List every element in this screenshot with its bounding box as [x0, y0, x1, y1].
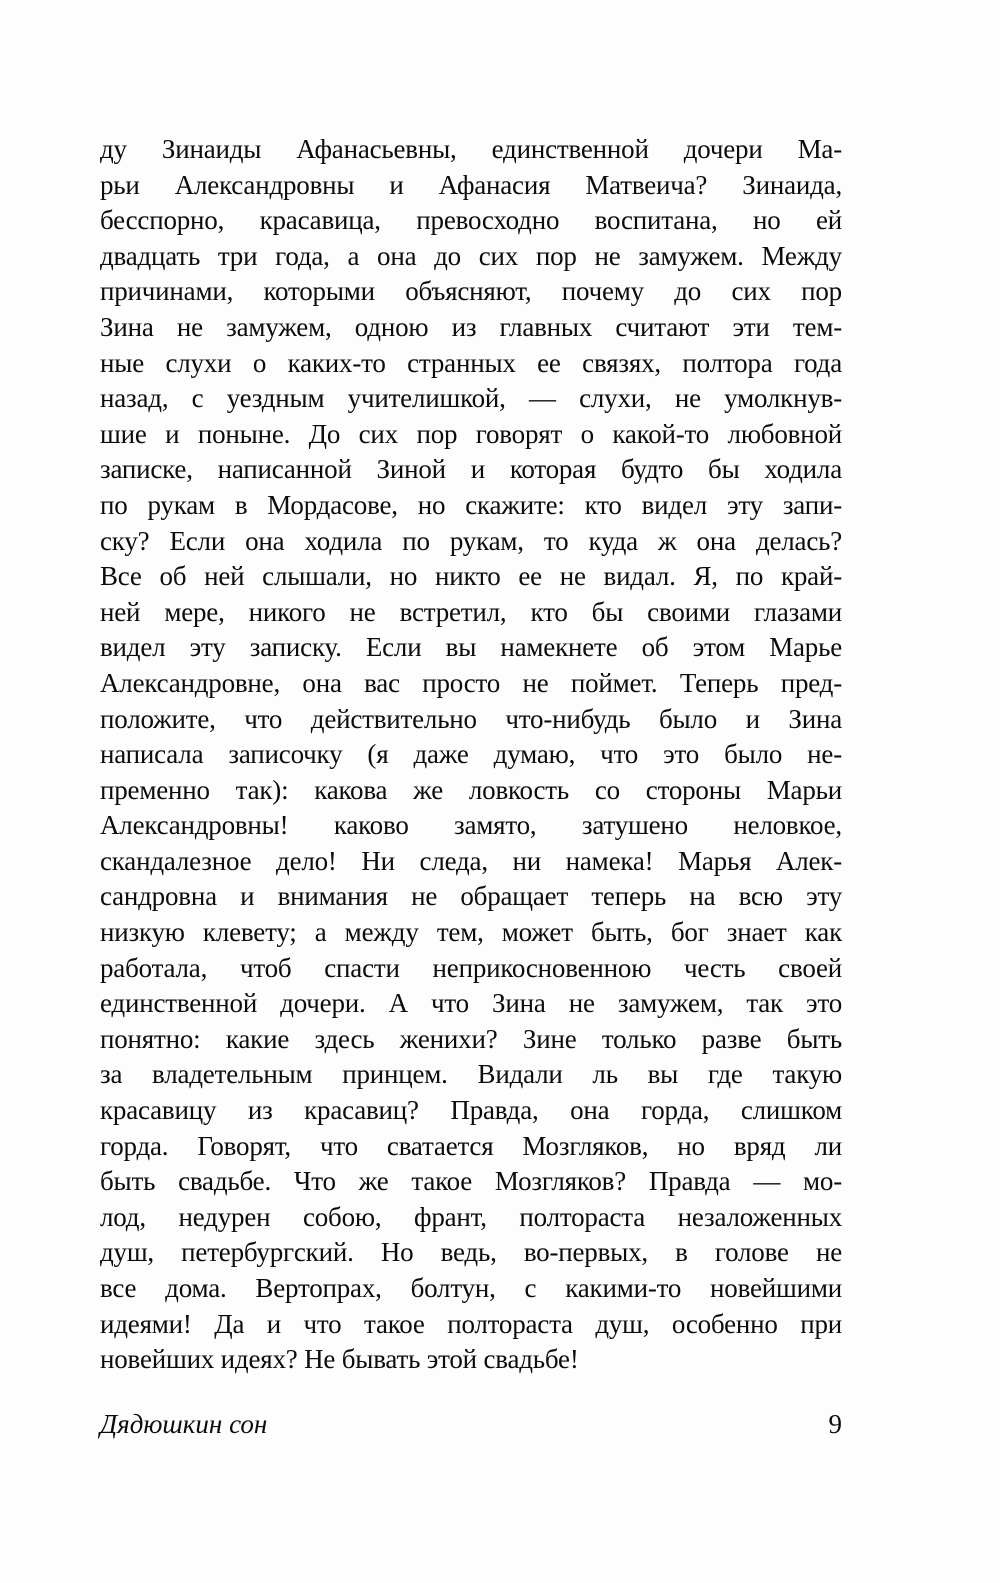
text-line: скандалезное дело! Ни следа, ни намека! Марья Алек- — [100, 845, 842, 876]
text-line: ску? Если она ходила по рукам, то куда ж она делась? — [100, 525, 842, 556]
page-text-block — [100, 132, 842, 1378]
text-line: двадцать три года, а она до сих пор не замужем. Между — [100, 240, 842, 271]
text-line: Зина не замужем, одною из главных считают эти тем- — [100, 311, 842, 342]
text-line: Александровны! каково замято, затушено неловкое, — [100, 810, 842, 841]
text-line: Все об ней слышали, но никто ее не видал. Я, по край- — [100, 561, 842, 592]
text-line: ду Зинаиды Афанасьевны, единственной дочери Ма- — [100, 134, 842, 164]
text-line: за владетельным принцем. Видали ль вы где такую — [100, 1059, 842, 1090]
text-line: красавицу из красавиц? Правда, она горда, слишком — [100, 1095, 842, 1126]
text-line: сандровна и внимания не обращает теперь на всю эту — [100, 881, 842, 912]
text-line: видел эту записку. Если вы намекнете об этом Марье — [100, 632, 842, 663]
text-line: пременно так): какова же ловкость со стороны Марьи — [100, 774, 842, 805]
text-line: горда. Говорят, что сватается Мозгляков, но вряд ли — [100, 1130, 842, 1161]
text-line: понятно: какие здесь женихи? Зине только разве быть — [100, 1023, 842, 1054]
text-line: рьи Александровны и Афанасия Матвеича? Зинаида, — [100, 169, 842, 200]
text-line: быть свадьбе. Что же такое Мозгляков? Правда — мо- — [100, 1166, 842, 1197]
text-line: лод, недурен собою, франт, полтораста незаложенных — [100, 1201, 842, 1232]
text-line: причинами, которыми объясняют, почему до сих пор — [100, 276, 842, 307]
text-line: Александровне, она вас просто не поймет. Теперь пред- — [100, 667, 842, 698]
text-line: идеями! Да и что такое полтораста душ, особенно при — [100, 1308, 842, 1339]
text-line: бесспорно, красавица, превосходно воспитана, но ей — [100, 205, 842, 236]
text-line: записке, написанной Зиной и которая будто бы ходила — [100, 454, 842, 485]
page-footer — [100, 1406, 842, 1442]
text-line: ней мере, никого не встретил, кто бы своими глазами — [100, 596, 842, 627]
text-line: по рукам в Мордасове, но скажите: кто видел эту запи- — [100, 489, 842, 520]
text-line: все дома. Вертопрах, болтун, с какими-то новейшими — [100, 1273, 842, 1303]
text-line: душ, петербургский. Но ведь, во-первых, в голове не — [100, 1237, 842, 1268]
running-title: Дядюшкин сон — [100, 1409, 268, 1439]
text-line: назад, с уездным учителишкой, — слухи, не умолкнув- — [100, 383, 842, 414]
text-line: новейших идеях? Не бывать этой свадьбе! — [100, 1344, 579, 1375]
text-line: написала записочку (я даже думаю, что это было не- — [100, 739, 842, 770]
page-number: 9 — [828, 1409, 842, 1439]
text-line: низкую клевету; а между тем, может быть, бог знает как — [100, 917, 842, 948]
text-line: положите, что действительно что-нибудь было и Зина — [100, 703, 842, 734]
text-line: шие и поныне. До сих пор говорят о какой-то любовной — [100, 418, 842, 449]
text-line: единственной дочери. А что Зина не замужем, так это — [100, 988, 842, 1019]
text-line: ные слухи о каких-то странных ее связях, полтора года — [100, 347, 842, 378]
text-line: работала, чтоб спасти неприкосновенною честь своей — [100, 952, 842, 983]
